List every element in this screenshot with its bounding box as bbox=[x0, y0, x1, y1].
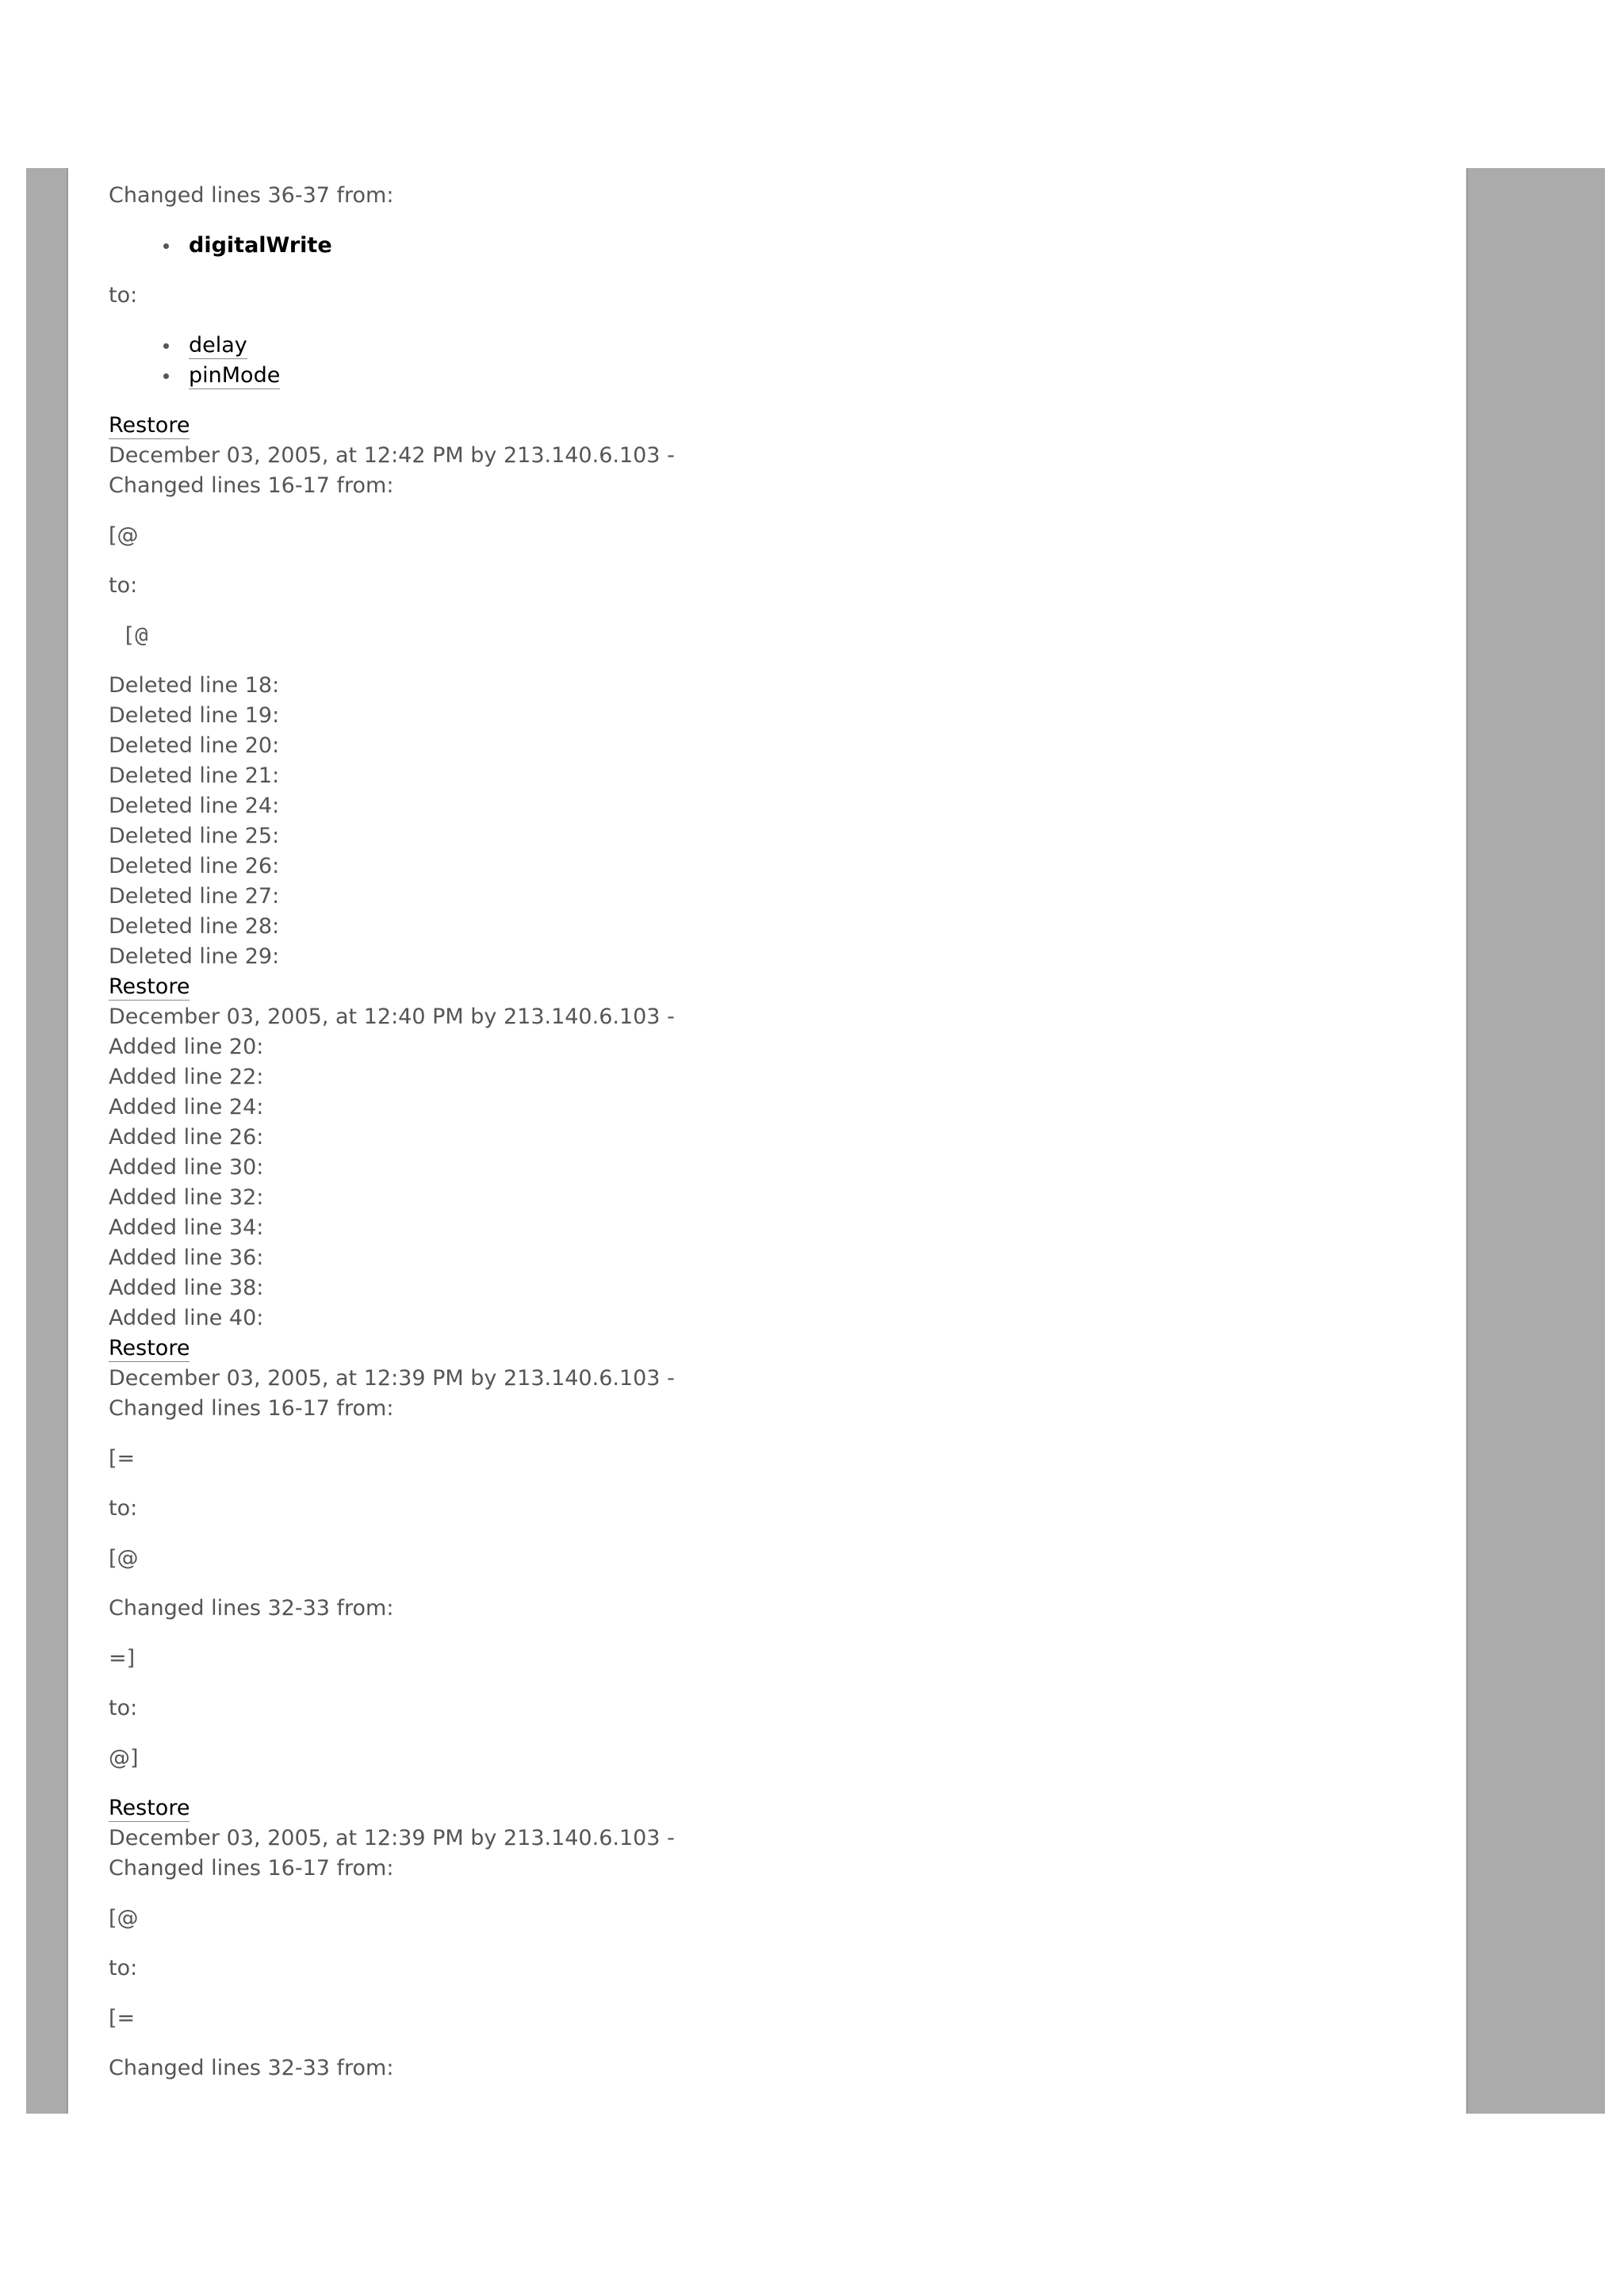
deleted-line: Deleted line 21: bbox=[109, 763, 280, 788]
added-line: Added line 26: bbox=[109, 1125, 264, 1150]
added-line: Added line 20: bbox=[109, 1035, 264, 1059]
to-code: @] bbox=[109, 1746, 139, 1770]
restore-link[interactable]: Restore bbox=[109, 1796, 190, 1820]
from-list bbox=[109, 231, 1449, 261]
restore-link[interactable]: Restore bbox=[109, 1336, 190, 1360]
from-code: [= bbox=[109, 1446, 136, 1471]
restore-row bbox=[109, 411, 1449, 441]
list-item bbox=[159, 231, 1449, 261]
restore-row bbox=[109, 1793, 1449, 1823]
revision-meta: December 03, 2005, at 12:42 PM by 213.140.6.103 - bbox=[109, 443, 675, 468]
from-item: digitalWrite bbox=[189, 233, 332, 258]
pinmode-link[interactable]: pinMode bbox=[189, 363, 281, 388]
added-line: Added line 24: bbox=[109, 1095, 264, 1119]
delay-link[interactable]: delay bbox=[189, 333, 247, 358]
from-code: [@ bbox=[109, 1906, 139, 1931]
to-label: to: bbox=[109, 283, 138, 308]
from-code: =] bbox=[109, 1646, 136, 1670]
change-description: Changed lines 16-17 from: bbox=[109, 473, 394, 498]
change-description: Changed lines 32-33 from: bbox=[109, 2056, 394, 2080]
added-line: Added line 22: bbox=[109, 1065, 264, 1089]
list-item bbox=[159, 331, 1449, 361]
restore-link[interactable]: Restore bbox=[109, 413, 190, 438]
added-line: Added line 36: bbox=[109, 1246, 264, 1270]
to-label: to: bbox=[109, 1496, 138, 1521]
restore-row bbox=[109, 972, 1449, 1002]
added-line: Added line 40: bbox=[109, 1306, 264, 1330]
deleted-line: Deleted line 19: bbox=[109, 703, 280, 728]
left-sidebar bbox=[26, 168, 68, 2114]
right-sidebar bbox=[1466, 168, 1605, 2114]
to-code: [@ bbox=[109, 1546, 139, 1571]
change-description: Changed lines 16-17 from: bbox=[109, 1396, 394, 1421]
added-line: Added line 30: bbox=[109, 1155, 264, 1180]
list-item bbox=[159, 361, 1449, 391]
deleted-line: Deleted line 25: bbox=[109, 824, 280, 848]
deleted-line: Deleted line 27: bbox=[109, 884, 280, 909]
to-code: [= bbox=[109, 2006, 136, 2030]
restore-link[interactable]: Restore bbox=[109, 974, 190, 999]
restore-row bbox=[109, 1334, 1449, 1364]
page-history-content bbox=[109, 181, 1449, 2084]
deleted-line: Deleted line 18: bbox=[109, 673, 280, 698]
from-code: [@ bbox=[109, 523, 139, 548]
deleted-line: Deleted line 29: bbox=[109, 944, 280, 969]
to-code: [@ bbox=[122, 623, 148, 648]
revision-meta: December 03, 2005, at 12:39 PM by 213.140.6.103 - bbox=[109, 1826, 675, 1850]
change-description: Changed lines 32-33 from: bbox=[109, 1596, 394, 1621]
change-description: Changed lines 16-17 from: bbox=[109, 1856, 394, 1881]
deleted-line: Deleted line 24: bbox=[109, 794, 280, 818]
change-description: Changed lines 36-37 from: bbox=[109, 183, 394, 208]
revision-meta: December 03, 2005, at 12:39 PM by 213.140.6.103 - bbox=[109, 1366, 675, 1391]
added-line: Added line 38: bbox=[109, 1276, 264, 1300]
deleted-line: Deleted line 28: bbox=[109, 914, 280, 939]
revision-meta: December 03, 2005, at 12:40 PM by 213.140.6.103 - bbox=[109, 1004, 675, 1029]
to-list bbox=[109, 331, 1449, 391]
added-line: Added line 32: bbox=[109, 1185, 264, 1210]
deleted-line: Deleted line 20: bbox=[109, 733, 280, 758]
to-label: to: bbox=[109, 573, 138, 598]
deleted-line: Deleted line 26: bbox=[109, 854, 280, 878]
to-label: to: bbox=[109, 1956, 138, 1980]
added-line: Added line 34: bbox=[109, 1215, 264, 1240]
to-label: to: bbox=[109, 1696, 138, 1720]
